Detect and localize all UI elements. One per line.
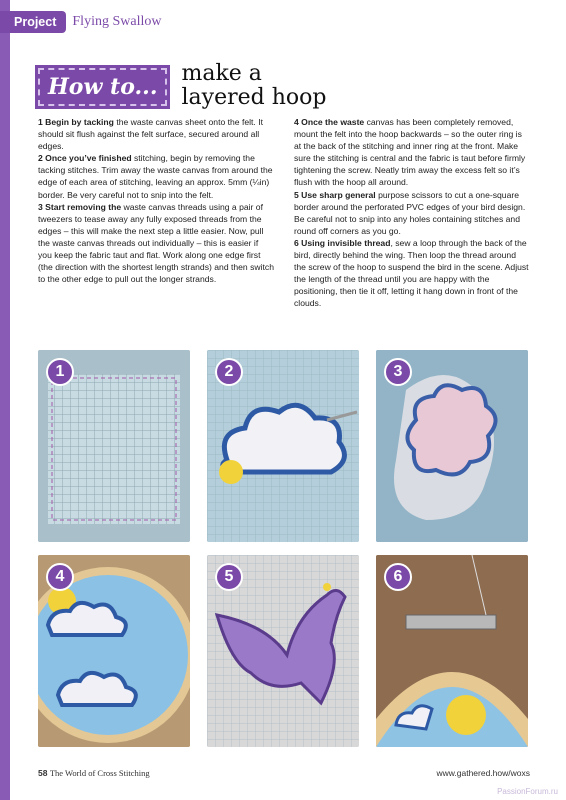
step-2-lead: 2 Once you’ve finished xyxy=(38,153,132,164)
step-photo-3 xyxy=(376,350,528,542)
website-url: www.gathered.how/woxs xyxy=(436,768,530,778)
magazine-name: The World of Cross Stitching xyxy=(49,768,150,778)
step-photo-6 xyxy=(376,555,528,747)
step-photo-4 xyxy=(38,555,190,747)
instructions xyxy=(38,116,530,310)
side-accent-bar xyxy=(0,0,10,800)
step-4-text: canvas has been completely removed, mount the felt into the hoop backwards – so the outer ring is at the back of the stitching and inner ring at the front. Make sure the stitching is central and the fabric is taut before firmly tightening the screw. Neatly trim away the excess felt so it’s flush with the hoop all around. xyxy=(294,117,526,188)
step-2 xyxy=(38,152,274,200)
page-footer-left xyxy=(38,768,150,778)
title-line-1: make a xyxy=(181,61,262,86)
step-number-badge: 1 xyxy=(46,358,74,386)
step-6-text: , sew a loop through the back of the bird, directly behind the wing. Then loop the thread around the screw of the hoop to suspend the bird in the scene. Adjust the length of the thread until you are happy with the positioning, then tie it off, letting it hang down in front of the clouds. xyxy=(294,237,529,309)
step-2-text: stitching, begin by removing the tacking stitches. Trim away the waste canvas from around the edge of each area of stitching, leaving an approx. 5mm (¼in) border. Be very careful not to snip into the felt. xyxy=(38,153,273,200)
step-number-badge: 2 xyxy=(215,358,243,386)
step-photo-1 xyxy=(38,350,190,542)
page-title xyxy=(38,62,326,110)
step-1-text: the waste canvas sheet onto the felt. It should sit flush against the felt surface, secured around all edges. xyxy=(38,117,263,152)
step-5 xyxy=(294,189,530,237)
step-6 xyxy=(294,237,530,310)
howto-badge: How to... xyxy=(38,68,167,106)
design-name: Flying Swallow xyxy=(72,14,162,29)
step-6-lead: 6 Using invisible thread xyxy=(294,237,391,248)
step-number-badge: 6 xyxy=(384,563,412,591)
watermark: PassionForum.ru xyxy=(497,787,558,796)
step-photo-2 xyxy=(207,350,359,542)
title-text xyxy=(181,62,326,110)
project-tag: Project xyxy=(0,11,66,33)
step-5-lead: 5 Use sharp general xyxy=(294,189,376,200)
step-3 xyxy=(38,201,274,286)
step-3-text: waste canvas threads using a pair of tweezers to tease away any fully exposed threads from the edges – this will make the next step a little easier. Now, pull the waste canvas threads out individually – this is easier if you keep the fabric taut and flat. Work along one edge first (the direction with the shortest length strands) and then switch to the other edge to pull out the longer strands. xyxy=(38,201,274,285)
instructions-column-left xyxy=(38,116,274,310)
step-4 xyxy=(294,116,530,189)
step-number-badge: 3 xyxy=(384,358,412,386)
step-photo-5 xyxy=(207,555,359,747)
title-line-2: layered hoop xyxy=(181,85,327,110)
step-5-text: purpose scissors to cut a one-square border around the perforated PVC edges of your bird design. Be careful not to snip into any holes containing stitches and round off corners as you go. xyxy=(294,189,526,236)
step-3-lead: 3 Start removing the xyxy=(38,201,122,212)
section-header xyxy=(0,10,161,34)
step-number-badge: 4 xyxy=(46,563,74,591)
step-1-lead: 1 Begin by tacking xyxy=(38,117,114,127)
page-number: 58 xyxy=(38,768,48,778)
instructions-column-right xyxy=(294,116,530,310)
step-1 xyxy=(38,116,274,152)
step-number-badge: 5 xyxy=(215,563,243,591)
step-4-lead: 4 Once the waste xyxy=(294,117,365,127)
